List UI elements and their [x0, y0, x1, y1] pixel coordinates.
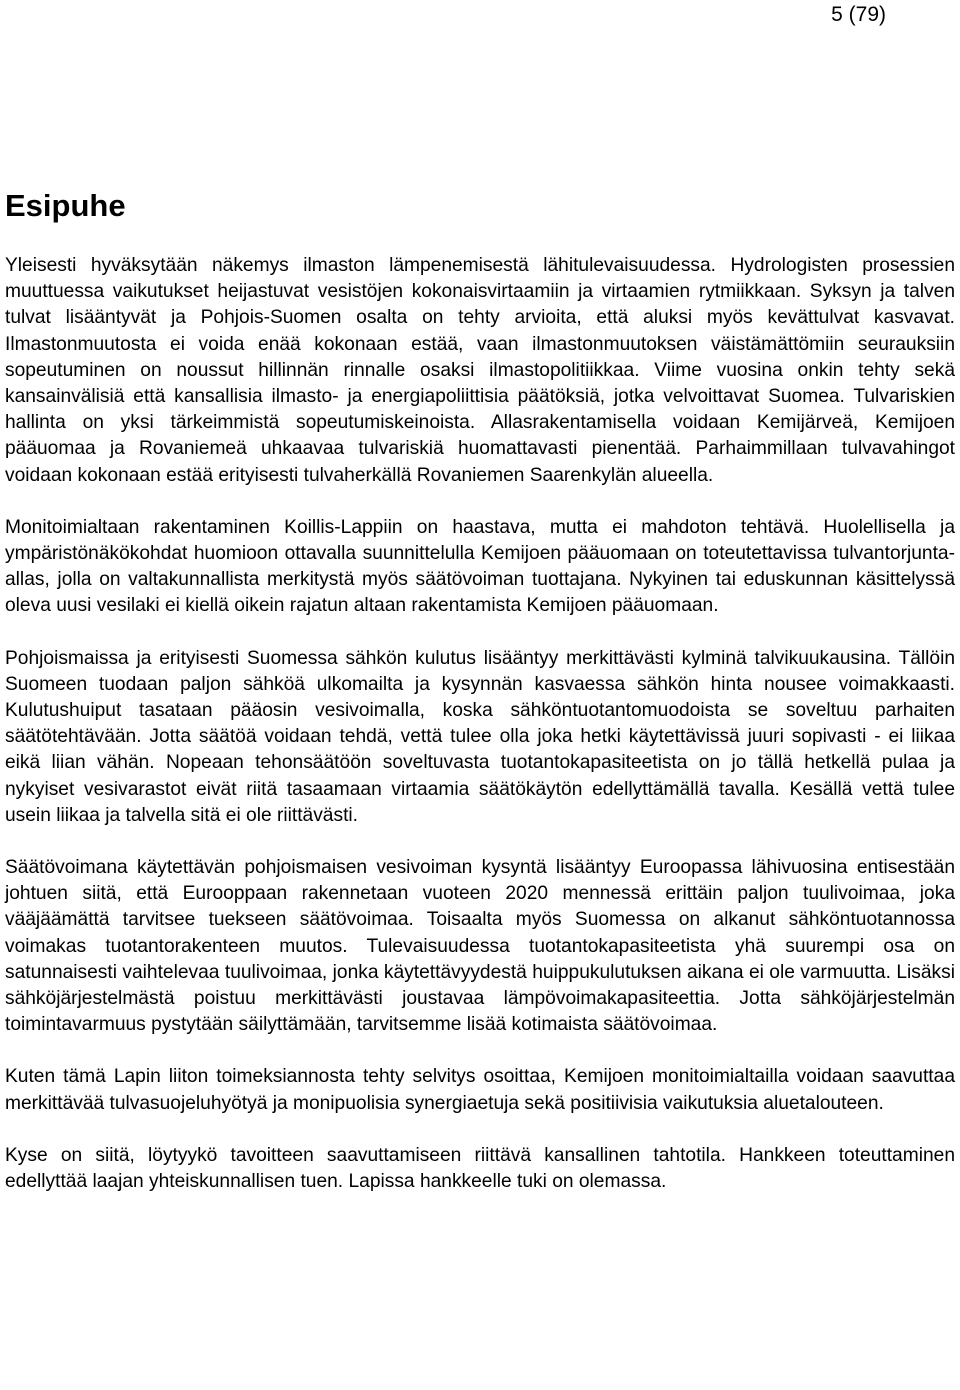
- page-number: 5 (79): [831, 3, 886, 26]
- paragraph-electricity-consumption: Pohjoismaissa ja erityisesti Suomessa sähkön kulutus lisääntyy merkittävästi kylminä talvikuukausina. Tällöin Suomeen tuodaan paljon sähköä ulkomailta ja kysynnän kasvaessa sähkön hinta nousee voimakkaasti. Kulutushuiput tasataan pääosin vesivoimalla, koska sähköntuotantomuodoista se soveltuu parhaiten säätötehtävään. Jotta säätöä voidaan tehdä, vettä tulee olla joka hetki käytettävissä juuri sopivasti - ei liikaa eikä liian vähän. Nopeaan tehonsäätöön soveltuvasta tuotantokapasiteetista on jo tällä hetkellä pulaa ja nykyiset vesivarastot eivät riitä tasaamaan virtaamia säätökäytön edellyttämällä tavalla. Kesällä vettä tulee usein liikaa ja talvella sitä ei ole riittävästi.: [5, 647, 955, 826]
- section-heading: Esipuhe: [5, 188, 126, 223]
- paragraph-climate-adaptation: Yleisesti hyväksytään näkemys ilmaston lämpenemisestä lähitulevaisuudessa. Hydrologisten prosessien muuttuessa vaikutukset heijastuvat vesistöjen kokonaisvirtaamiin ja virtaamien rytmiikkaan. Syksyn ja talven tulvat lisääntyvät ja Pohjois-Suomen osalta on tehty arvioita, että aluksi myös kevättulvat kasvavat. Ilmastonmuutosta ei voida enää kokonaan estää, vaan ilmastonmuutoksen väistämättömiin seurauksiin sopeutuminen on noussut hillinnän rinnalle osaksi ilmastopolitiikkaa. Viime vuosina onkin tehty sekä kansainvälisiä että kansallisia ilmasto- ja energiapoliittisia päätöksiä, jotka velvoittavat Suomea. Tulvariskien hallinta on yksi tärkeimmistä sopeutumiskeinoista. Allasrakentamisella voidaan Kemijärveä, Kemijoen pääuomaa ja Rovaniemeä uhkaavaa tulvariskiä huomattavasti pienentää. Parhaimmillaan tulvavahingot voidaan kokonaan estää erityisesti tulvaherkällä Rovaniemen Saarenkylän alueella.: [5, 255, 955, 486]
- body-text: [5, 253, 955, 1195]
- paragraph-reservoir-construction: Monitoimialtaan rakentaminen Koillis-Lappiin on haastava, mutta ei mahdoton tehtävä. Huolellisella ja ympäristönäkökohdat huomioon ottavalla suunnittelulla Kemijoen pääuomaan on toteutettavissa tulvantorjunta-allas, jolla on valtakunnallista merkitystä myös säätövoiman tuottajana. Nykyinen tai eduskunnan käsittelyssä oleva uusi vesilaki ei kiellä oikein rajatun altaan rakentamista Kemijoen pääuomaan.: [5, 516, 955, 617]
- paragraph-study-findings: Kuten tämä Lapin liiton toimeksiannosta tehty selvitys osoittaa, Kemijoen monitoimialtailla voidaan saavuttaa merkittävää tulvasuojeluhyötyä ja monipuolisia synergiaetuja sekä positiivisia vaikutuksia aluetalouteen.: [5, 1066, 955, 1114]
- paragraph-regulating-power: Säätövoimana käytettävän pohjoismaisen vesivoiman kysyntä lisääntyy Euroopassa lähivuosina entisestään johtuen siitä, että Eurooppaan rakennetaan vuoteen 2020 mennessä erittäin paljon tuulivoimaa, joka vääjäämättä tarvitsee tuekseen säätövoimaa. Toisaalta myös Suomessa on alkanut sähköntuotannossa voimakas tuotantorakenteen muutos. Tulevaisuudessa tuotantokapasiteetista yhä suurempi osa on satunnaisesti vaihtelevaa tuulivoimaa, jonka käytettävyydestä huippukulutuksen aikana ei ole varmuutta. Lisäksi sähköjärjestelmästä poistuu merkittävästi joustavaa lämpövoimakapasiteettia. Jotta sähköjärjestelmän toimintavarmuus pystytään säilyttämään, tarvitsemme lisää kotimaista säätövoimaa.: [5, 857, 955, 1036]
- paragraph-national-will: Kyse on siitä, löytyykö tavoitteen saavuttamiseen riittävä kansallinen tahtotila. Hankkeen toteuttaminen edellyttää laajan yhteiskunnallisen tuen. Lapissa hankkeelle tuki on olemassa.: [5, 1144, 955, 1193]
